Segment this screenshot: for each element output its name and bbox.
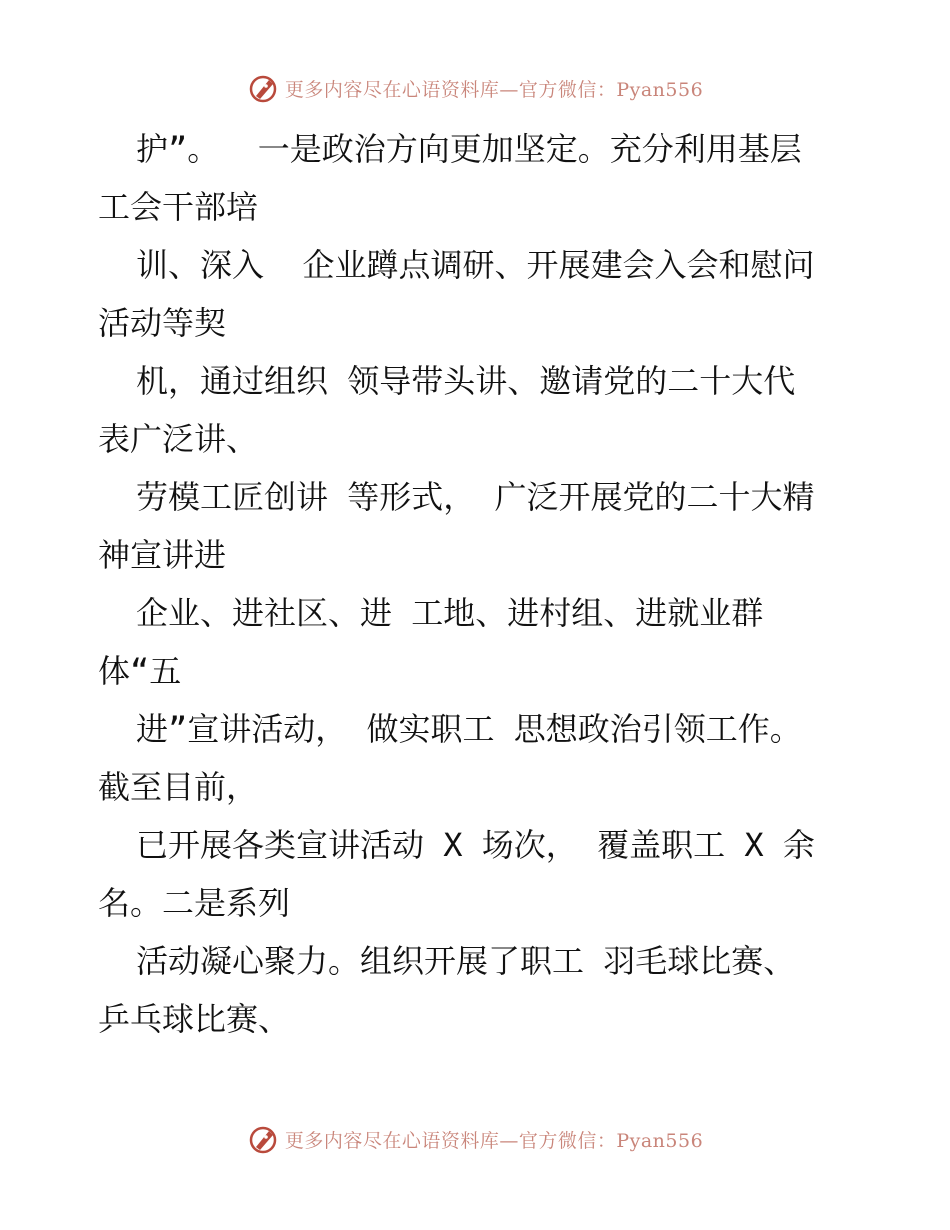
text-line: 护”。 一是政治方向更加坚定。充分利用基层 bbox=[136, 130, 802, 168]
text-line: 企业、进社区、进 工地、进村组、进就业群 bbox=[136, 594, 764, 632]
text-line: 截至目前， bbox=[98, 768, 259, 806]
text-line: 名。二是系列 bbox=[98, 884, 291, 922]
header-watermark bbox=[0, 72, 950, 104]
watermark-text: 更多内容尽在心语资料库—官方微信：Pyan556 bbox=[284, 1129, 704, 1152]
text-line: 神宣讲进 bbox=[98, 536, 227, 574]
text-line: 劳模工匠创讲 等形式， 广泛开展党的二十大精 bbox=[136, 478, 815, 516]
text-line: 活动凝心聚力。组织开展了职工 羽毛球比赛、 bbox=[136, 942, 796, 980]
text-line: 体“五 bbox=[98, 652, 182, 690]
text-line: 工会干部培 bbox=[98, 188, 259, 226]
text-line: 训、深入 企业蹲点调研、开展建会入会和慰问 bbox=[136, 246, 815, 284]
text-line: 进”宣讲活动， 做实职工 思想政治引领工作。 bbox=[136, 710, 802, 748]
text-line: 已开展各类宣讲活动 X 场次， 覆盖职工 X 余 bbox=[136, 826, 815, 864]
document-body bbox=[98, 120, 878, 1048]
text-line: 活动等契 bbox=[98, 304, 227, 342]
text-line: 乒乓球比赛、 bbox=[98, 1000, 291, 1038]
footer-watermark bbox=[0, 1123, 950, 1155]
watermark-text: 更多内容尽在心语资料库—官方微信：Pyan556 bbox=[284, 78, 704, 101]
text-line: 机，通过组织 领导带头讲、邀请党的二十大代 bbox=[136, 362, 796, 400]
pen-nib-circle-icon bbox=[247, 72, 279, 104]
text-line: 表广泛讲、 bbox=[98, 420, 259, 458]
pen-nib-circle-icon bbox=[247, 1123, 279, 1155]
